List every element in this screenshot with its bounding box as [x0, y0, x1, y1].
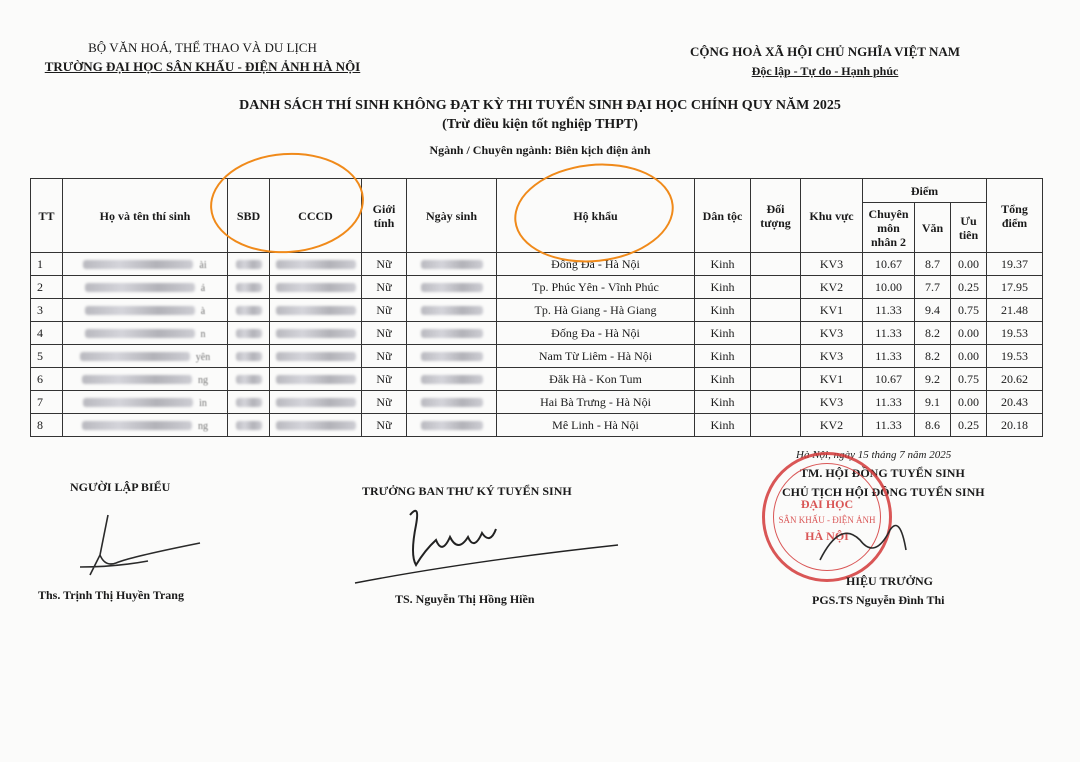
- school-name: TRƯỜNG ĐẠI HỌC SÂN KHẤU - ĐIỆN ẢNH HÀ NỘI: [44, 59, 361, 74]
- cell-region: KV3: [801, 391, 863, 414]
- secretary-signature: [350, 495, 630, 590]
- cell-gender: Nữ: [362, 322, 407, 345]
- cell-total: 20.18: [987, 414, 1043, 437]
- cell-sbd: [228, 299, 270, 322]
- cell-name: [63, 391, 228, 414]
- cell-ethnicity: Kinh: [695, 391, 751, 414]
- cell-sbd: [228, 345, 270, 368]
- chair-name: PGS.TS Nguyễn Đình Thi: [812, 593, 945, 607]
- redacted-sbd: [236, 375, 262, 384]
- table-row: [31, 276, 1043, 299]
- cell-gender: Nữ: [362, 299, 407, 322]
- redacted-dob: [421, 398, 483, 407]
- header-total: Tổng điểm: [987, 179, 1043, 253]
- cell-dob: [407, 253, 497, 276]
- cell-literature: 9.2: [915, 368, 951, 391]
- redacted-sbd: [236, 306, 262, 315]
- header-sbd: SBD: [228, 179, 270, 253]
- redacted-name: [85, 329, 195, 338]
- header-dob: Ngày sinh: [407, 179, 497, 253]
- cell-cccd: [270, 253, 362, 276]
- stamp-line-2: SÂN KHẤU - ĐIỆN ẢNH: [778, 515, 876, 525]
- preparer-title: NGƯỜI LẬP BIỂU: [70, 480, 171, 494]
- cell-ethnicity: Kinh: [695, 299, 751, 322]
- cell-sbd: [228, 391, 270, 414]
- redacted-dob: [421, 306, 483, 315]
- cell-ethnicity: Kinh: [695, 322, 751, 345]
- cell-cccd: [270, 368, 362, 391]
- cell-residence: Hai Bà Trưng - Hà Nội: [497, 391, 695, 414]
- redacted-cccd: [276, 260, 356, 269]
- cell-residence: Tp. Phúc Yên - Vĩnh Phúc: [497, 276, 695, 299]
- cell-priority: 0.00: [951, 345, 987, 368]
- table-row: [31, 368, 1043, 391]
- cell-major-score: 11.33: [863, 322, 915, 345]
- cell-total: 19.53: [987, 345, 1043, 368]
- cell-sbd: [228, 276, 270, 299]
- cell-name: [63, 253, 228, 276]
- redacted-name: [82, 375, 192, 384]
- cell-literature: 9.4: [915, 299, 951, 322]
- name-visible-fragment: yên: [195, 351, 211, 363]
- stamp-line-1: ĐẠI HỌC: [800, 497, 854, 511]
- chair-line-3: HIỆU TRƯỞNG: [846, 574, 934, 588]
- cell-total: 19.53: [987, 322, 1043, 345]
- redacted-cccd: [276, 375, 356, 384]
- cell-name: [63, 276, 228, 299]
- cell-dob: [407, 276, 497, 299]
- cell-name: [63, 299, 228, 322]
- cell-total: 20.43: [987, 391, 1043, 414]
- cell-sbd: [228, 322, 270, 345]
- table-row: [31, 299, 1043, 322]
- cell-residence: Tp. Hà Giang - Hà Giang: [497, 299, 695, 322]
- cell-gender: Nữ: [362, 253, 407, 276]
- redacted-dob: [421, 260, 483, 269]
- redacted-dob: [421, 421, 483, 430]
- cell-region: KV1: [801, 299, 863, 322]
- cell-gender: Nữ: [362, 276, 407, 299]
- name-visible-fragment: n: [200, 328, 206, 340]
- document-title: DANH SÁCH THÍ SINH KHÔNG ĐẠT KỲ THI TUYỂN SINH ĐẠI HỌC CHÍNH QUY NĂM 2025: [239, 98, 841, 113]
- cell-target: [751, 322, 801, 345]
- cell-residence: Mê Linh - Hà Nội: [497, 414, 695, 437]
- cell-ethnicity: Kinh: [695, 276, 751, 299]
- redacted-sbd: [236, 352, 262, 361]
- cell-tt: 8: [31, 414, 63, 437]
- redacted-dob: [421, 283, 483, 292]
- cell-literature: 8.6: [915, 414, 951, 437]
- name-visible-fragment: ài: [199, 259, 207, 271]
- table-row: [31, 253, 1043, 276]
- header-gender: Giới tính: [362, 179, 407, 253]
- header-residence: Hộ khẩu: [497, 179, 695, 253]
- cell-major-score: 10.67: [863, 253, 915, 276]
- redacted-cccd: [276, 306, 356, 315]
- cell-priority: 0.75: [951, 368, 987, 391]
- preparer-name: Ths. Trịnh Thị Huyền Trang: [38, 588, 184, 602]
- name-visible-fragment: ng: [198, 420, 208, 432]
- table-row: [31, 414, 1043, 437]
- redacted-name: [80, 352, 190, 361]
- cell-region: KV2: [801, 414, 863, 437]
- cell-literature: 8.2: [915, 322, 951, 345]
- redacted-sbd: [236, 421, 262, 430]
- cell-dob: [407, 345, 497, 368]
- cell-cccd: [270, 299, 362, 322]
- cell-sbd: [228, 414, 270, 437]
- cell-tt: 7: [31, 391, 63, 414]
- cell-literature: 8.7: [915, 253, 951, 276]
- cell-priority: 0.00: [951, 253, 987, 276]
- stamp-line-3: HÀ NỘI: [805, 529, 849, 543]
- redacted-cccd: [276, 421, 356, 430]
- cell-gender: Nữ: [362, 414, 407, 437]
- cell-priority: 0.75: [951, 299, 987, 322]
- cell-target: [751, 253, 801, 276]
- cell-total: 19.37: [987, 253, 1043, 276]
- cell-gender: Nữ: [362, 345, 407, 368]
- cell-gender: Nữ: [362, 368, 407, 391]
- name-visible-fragment: ng: [198, 374, 208, 386]
- header-cccd: CCCD: [270, 179, 362, 253]
- cell-cccd: [270, 322, 362, 345]
- cell-priority: 0.00: [951, 391, 987, 414]
- redacted-sbd: [236, 260, 262, 269]
- chair-line-1: TM. HỘI ĐỒNG TUYỂN SINH: [800, 466, 965, 480]
- nation-name: CỘNG HOÀ XÃ HỘI CHỦ NGHĨA VIỆT NAM: [689, 44, 961, 59]
- cell-target: [751, 276, 801, 299]
- redacted-sbd: [236, 329, 262, 338]
- cell-literature: 8.2: [915, 345, 951, 368]
- cell-target: [751, 414, 801, 437]
- table-body: [31, 253, 1043, 437]
- table-row: [31, 391, 1043, 414]
- redacted-sbd: [236, 398, 262, 407]
- header-name: Họ và tên thí sinh: [63, 179, 228, 253]
- header-left: [30, 40, 375, 75]
- chair-line-2: CHỦ TỊCH HỘI ĐỒNG TUYỂN SINH: [782, 485, 985, 499]
- header-ethnicity: Dân tộc: [695, 179, 751, 253]
- redacted-cccd: [276, 352, 356, 361]
- cell-target: [751, 368, 801, 391]
- cell-name: [63, 345, 228, 368]
- cell-tt: 5: [31, 345, 63, 368]
- cell-tt: 6: [31, 368, 63, 391]
- major-line: Ngành / Chuyên ngành: Biên kịch điện ảnh: [429, 143, 651, 157]
- redacted-name: [82, 421, 192, 430]
- cell-cccd: [270, 276, 362, 299]
- cell-ethnicity: Kinh: [695, 253, 751, 276]
- name-visible-fragment: à: [200, 305, 206, 317]
- redacted-name: [85, 283, 195, 292]
- cell-major-score: 11.33: [863, 414, 915, 437]
- cell-name: [63, 322, 228, 345]
- cell-tt: 4: [31, 322, 63, 345]
- cell-region: KV2: [801, 276, 863, 299]
- preparer-signature: [60, 505, 210, 585]
- cell-major-score: 11.33: [863, 299, 915, 322]
- cell-gender: Nữ: [362, 391, 407, 414]
- cell-dob: [407, 414, 497, 437]
- cell-sbd: [228, 253, 270, 276]
- table-row: [31, 345, 1043, 368]
- cell-dob: [407, 391, 497, 414]
- cell-residence: Đống Đa - Hà Nội: [497, 322, 695, 345]
- cell-major-score: 11.33: [863, 345, 915, 368]
- header-tt: TT: [31, 179, 63, 253]
- cell-priority: 0.25: [951, 276, 987, 299]
- cell-region: KV3: [801, 253, 863, 276]
- cell-target: [751, 391, 801, 414]
- ministry-name: BỘ VĂN HOÁ, THỂ THAO VÀ DU LỊCH: [88, 40, 317, 55]
- nation-motto: Độc lập - Tự do - Hạnh phúc: [751, 64, 899, 78]
- cell-name: [63, 368, 228, 391]
- cell-total: 20.62: [987, 368, 1043, 391]
- cell-total: 17.95: [987, 276, 1043, 299]
- cell-tt: 2: [31, 276, 63, 299]
- header-target: Đối tượng: [751, 179, 801, 253]
- document-subtitle: (Trừ điều kiện tốt nghiệp THPT): [442, 117, 638, 132]
- cell-tt: 3: [31, 299, 63, 322]
- cell-major-score: 11.33: [863, 391, 915, 414]
- redacted-name: [83, 260, 193, 269]
- cell-target: [751, 299, 801, 322]
- redacted-name: [85, 306, 195, 315]
- table-row: [31, 322, 1043, 345]
- cell-cccd: [270, 391, 362, 414]
- header-literature: Văn: [915, 203, 951, 253]
- redacted-dob: [421, 375, 483, 384]
- name-visible-fragment: ả: [200, 282, 206, 294]
- cell-residence: Đăk Hà - Kon Tum: [497, 368, 695, 391]
- cell-literature: 7.7: [915, 276, 951, 299]
- cell-target: [751, 345, 801, 368]
- header-priority: Ưu tiên: [951, 203, 987, 253]
- redacted-dob: [421, 352, 483, 361]
- cell-ethnicity: Kinh: [695, 368, 751, 391]
- cell-region: KV1: [801, 368, 863, 391]
- cell-literature: 9.1: [915, 391, 951, 414]
- redacted-name: [83, 398, 193, 407]
- redacted-sbd: [236, 283, 262, 292]
- redacted-dob: [421, 329, 483, 338]
- header-major-score: Chuyên môn nhân 2: [863, 203, 915, 253]
- secretary-title: TRƯỞNG BAN THƯ KÝ TUYỂN SINH: [362, 484, 572, 498]
- cell-region: KV3: [801, 345, 863, 368]
- cell-sbd: [228, 368, 270, 391]
- header-score-group: Điểm: [863, 179, 987, 203]
- cell-dob: [407, 322, 497, 345]
- cell-cccd: [270, 345, 362, 368]
- cell-priority: 0.25: [951, 414, 987, 437]
- cell-major-score: 10.00: [863, 276, 915, 299]
- name-visible-fragment: ìn: [199, 397, 207, 409]
- cell-dob: [407, 299, 497, 322]
- cell-name: [63, 414, 228, 437]
- redacted-cccd: [276, 398, 356, 407]
- cell-total: 21.48: [987, 299, 1043, 322]
- redacted-cccd: [276, 329, 356, 338]
- cell-priority: 0.00: [951, 322, 987, 345]
- cell-residence: Đống Đa - Hà Nội: [497, 253, 695, 276]
- cell-region: KV3: [801, 322, 863, 345]
- header-right: [660, 44, 990, 79]
- cell-tt: 1: [31, 253, 63, 276]
- cell-dob: [407, 368, 497, 391]
- secretary-name: TS. Nguyễn Thị Hồng Hiền: [395, 592, 535, 606]
- cell-ethnicity: Kinh: [695, 345, 751, 368]
- date-line: Hà Nội, ngày 15 tháng 7 năm 2025: [796, 449, 952, 461]
- cell-major-score: 10.67: [863, 368, 915, 391]
- header-region: Khu vực: [801, 179, 863, 253]
- chair-signature: [800, 500, 920, 580]
- cell-residence: Nam Từ Liêm - Hà Nội: [497, 345, 695, 368]
- redacted-cccd: [276, 283, 356, 292]
- cell-cccd: [270, 414, 362, 437]
- cell-ethnicity: Kinh: [695, 414, 751, 437]
